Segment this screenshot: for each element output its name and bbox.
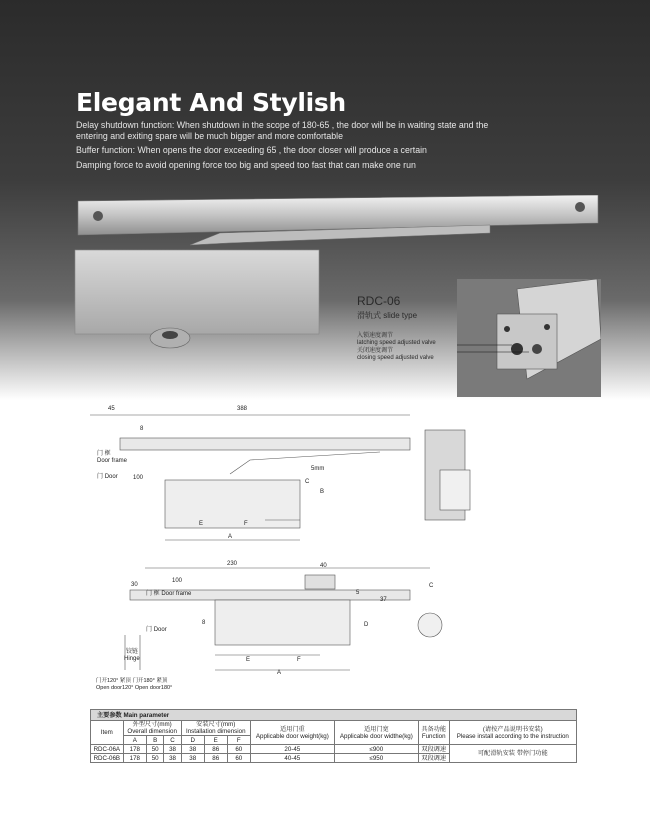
dim-f: F xyxy=(244,521,248,527)
col-install-cn: 安装尺寸(mm) xyxy=(196,721,236,728)
row2-f: 60 xyxy=(227,754,250,763)
model-label: RDC-06 xyxy=(357,294,401,308)
label-open-180-cn: 门开180° 紧顶 xyxy=(132,678,168,684)
col-install-en: Installation dimension xyxy=(186,728,246,735)
dim-a: A xyxy=(228,534,233,540)
col-width xyxy=(334,721,418,745)
desc-line-1: Delay shutdown function: When shutdown in the scope of 180-65 , the door will be in waiting state and the xyxy=(76,120,489,130)
label-door-2-en: Door xyxy=(153,627,167,633)
col-overall-en: Overall dimension xyxy=(127,728,177,735)
dim-b: B xyxy=(320,489,325,495)
dim-c-b: C xyxy=(429,583,434,589)
table-heading: 主要参数 Main parameter xyxy=(91,710,577,721)
col-weight-en: Applicable door weight(kg) xyxy=(255,732,329,740)
note-cell: 可配滑轨安装 带停门功能 xyxy=(449,745,576,763)
model-subtitle-en: slide type xyxy=(383,311,418,320)
col-function-cn: 具备功能 xyxy=(421,725,447,733)
parameter-table xyxy=(90,709,577,763)
page-title: Elegant And Stylish xyxy=(76,88,346,117)
desc-line-2: entering and exiting spare will be much bigger and more comfortable xyxy=(76,131,343,141)
label-door-frame-cn: 门 框 xyxy=(97,451,111,457)
label-door-frame-2-en: Door frame xyxy=(161,591,192,597)
col-weight xyxy=(250,721,334,745)
col-overall-cn: 外型尺寸(mm) xyxy=(132,721,172,728)
dim-f-b: F xyxy=(297,657,301,663)
dim-8-b: 8 xyxy=(202,620,206,626)
label-open-120-cn: 门开120° 紧顶 xyxy=(96,678,131,684)
row2-function: 双段调速 xyxy=(418,754,449,763)
label-door-cn: 门 xyxy=(97,474,104,480)
desc-line-3: Buffer function: When opens the door exceeding 65 , the door closer will produce a certain xyxy=(76,145,427,155)
dim-a-b: A xyxy=(277,670,282,676)
sub-d: D xyxy=(181,736,204,745)
label-door-frame-2-cn: 门 框 xyxy=(146,591,160,597)
annotation-closing-cn: 关闭速度调节 xyxy=(357,348,394,354)
label-door-2-cn: 门 xyxy=(146,627,153,633)
row2-a: 178 xyxy=(123,754,146,763)
label-door-frame-en: Door frame xyxy=(97,458,128,464)
dim-5-b: 5 xyxy=(356,590,360,596)
row2-c: 38 xyxy=(164,754,181,763)
label-open-en: Open door120° Open door180° xyxy=(96,685,173,691)
col-overall xyxy=(123,721,181,736)
row1-function: 双段调速 xyxy=(418,745,449,754)
label-hinge-en: Hinge xyxy=(124,656,140,662)
col-function xyxy=(418,721,449,745)
table-row xyxy=(91,745,577,754)
label-hinge-cn: 铰链 xyxy=(125,649,138,655)
sub-f: F xyxy=(227,736,250,745)
row1-a: 178 xyxy=(123,745,146,754)
valve-detail-image xyxy=(457,279,601,397)
row1-c: 38 xyxy=(164,745,181,754)
dim-8: 8 xyxy=(140,426,144,432)
dim-230: 230 xyxy=(227,561,238,567)
col-note-cn: (请按产品说明书安装) xyxy=(482,725,543,733)
sub-e: E xyxy=(204,736,227,745)
col-width-en: Applicable door widthe(kg) xyxy=(339,732,413,740)
col-width-cn: 适用门宽 xyxy=(363,725,389,733)
row2-e: 86 xyxy=(204,754,227,763)
col-install xyxy=(181,721,250,736)
dim-45: 45 xyxy=(108,406,115,412)
col-item: Item xyxy=(91,721,124,745)
row1-d: 38 xyxy=(181,745,204,754)
label-door-frame-2 xyxy=(146,591,191,598)
col-note xyxy=(449,721,576,745)
dim-5mm: 5mm xyxy=(311,466,325,472)
row1-e: 86 xyxy=(204,745,227,754)
row2-width: ≤950 xyxy=(334,754,418,763)
dim-100-b: 100 xyxy=(172,578,183,584)
dim-e: E xyxy=(199,521,204,527)
row1-weight: 20-45 xyxy=(250,745,334,754)
row1-b: 50 xyxy=(147,745,164,754)
dim-e-b: E xyxy=(246,657,251,663)
sub-c: C xyxy=(164,736,181,745)
model-subtitle-cn: 滑轨式 xyxy=(357,311,381,320)
row1-width: ≤900 xyxy=(334,745,418,754)
row2-weight: 40-45 xyxy=(250,754,334,763)
dim-37: 37 xyxy=(380,597,387,603)
desc-line-4: Damping force to avoid opening force too big and speed too fast that can make one run xyxy=(76,160,416,170)
label-hinge xyxy=(124,649,140,663)
annotation-latching-cn: 入锁速度调节 xyxy=(357,333,394,339)
row1-f: 60 xyxy=(227,745,250,754)
col-function-en: Function xyxy=(421,732,446,740)
label-door-frame xyxy=(97,451,127,465)
row2-b: 50 xyxy=(147,754,164,763)
row2-d: 38 xyxy=(181,754,204,763)
dim-d: D xyxy=(364,622,369,628)
label-door-en: Door xyxy=(104,474,118,480)
dim-100: 100 xyxy=(133,475,144,481)
label-open-door xyxy=(96,678,172,692)
row1-item: RDC-06A xyxy=(91,745,124,754)
sub-b: B xyxy=(147,736,164,745)
row2-item: RDC-06B xyxy=(91,754,124,763)
dim-388: 388 xyxy=(237,406,248,412)
annotation-closing-en: closing speed adjusted valve xyxy=(357,355,434,361)
sub-a: A xyxy=(123,736,146,745)
label-door xyxy=(97,474,118,481)
col-note-en: Please install according to the instruction xyxy=(456,732,569,740)
dim-40: 40 xyxy=(320,563,327,569)
model-subtitle xyxy=(357,310,417,321)
annotation-latching-en: latching speed adjusted valve xyxy=(357,340,436,346)
label-door-2 xyxy=(146,627,167,634)
col-weight-cn: 适用门重 xyxy=(279,725,305,733)
dim-30: 30 xyxy=(131,582,138,588)
dim-c: C xyxy=(305,479,310,485)
